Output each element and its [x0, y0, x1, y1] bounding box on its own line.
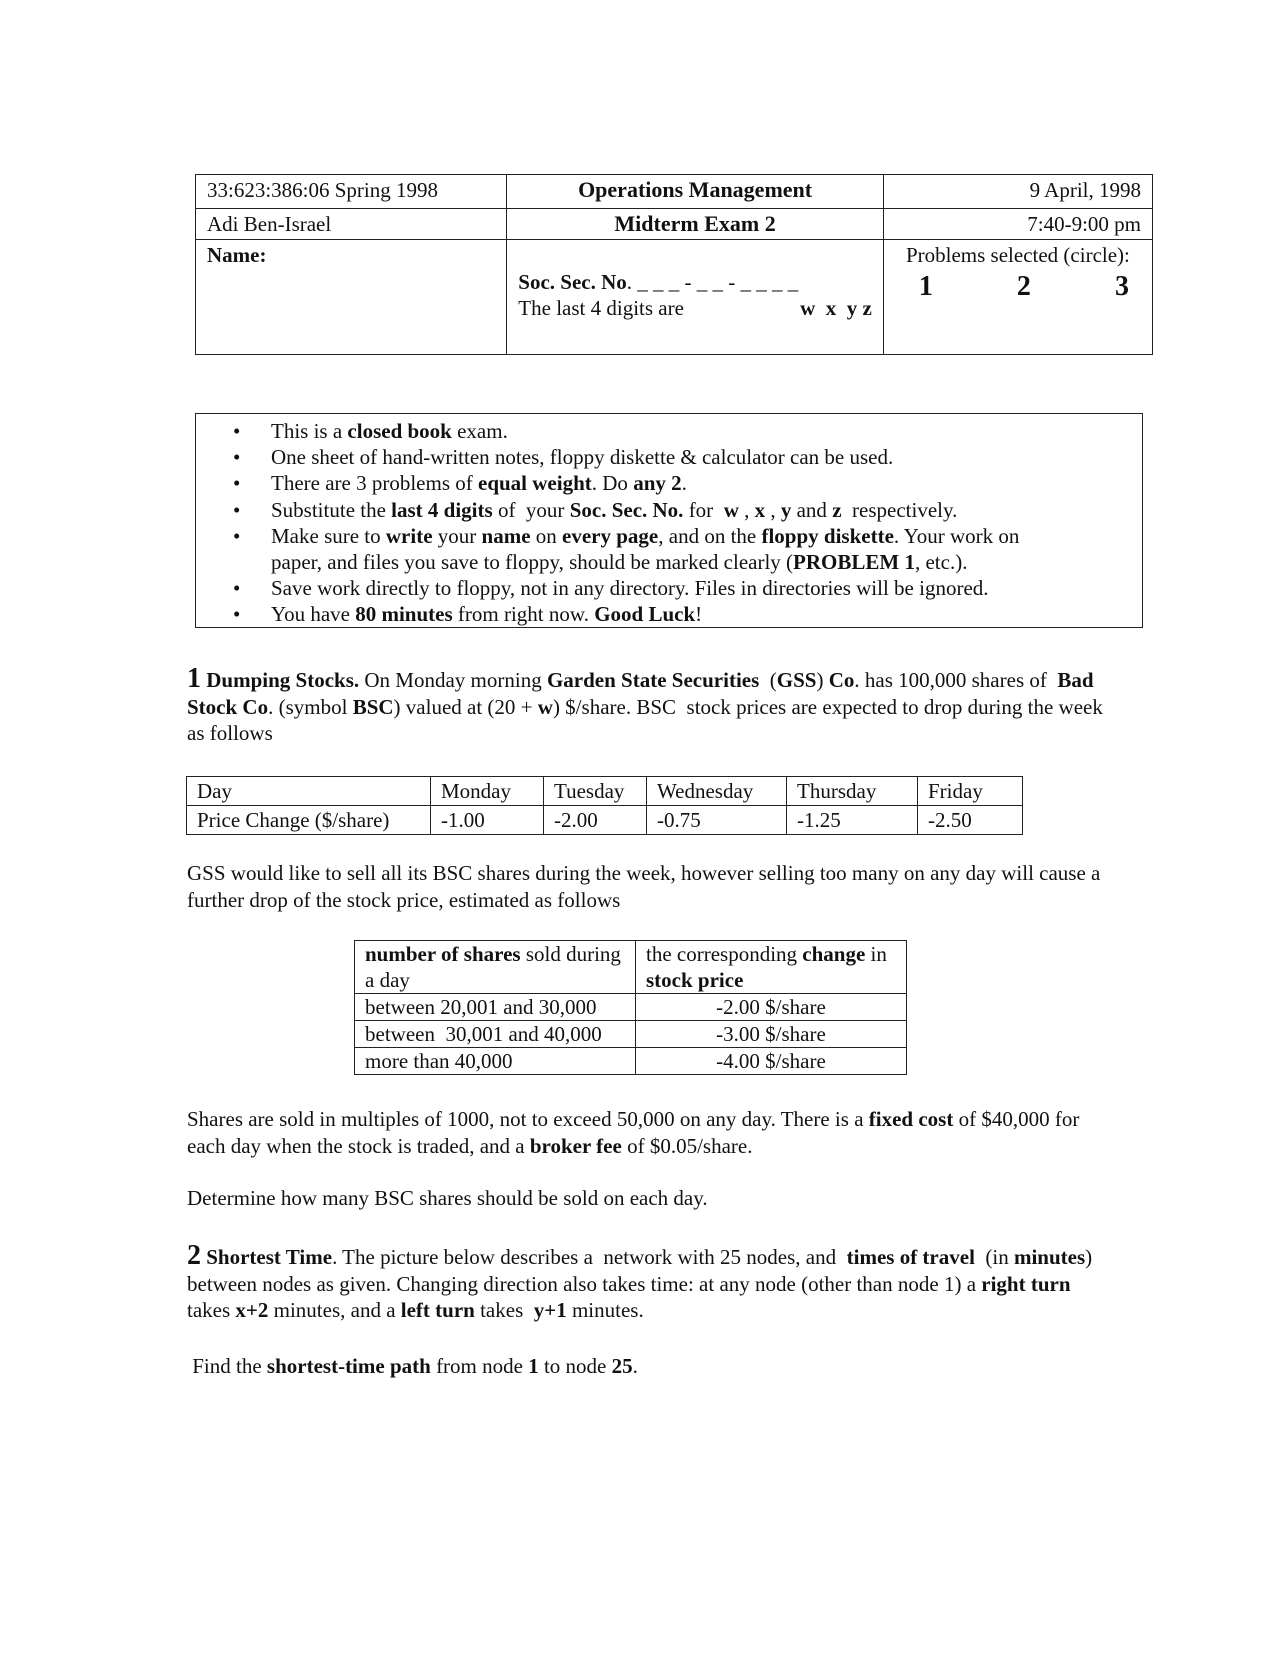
table-cell: Monday [431, 777, 544, 806]
table-cell: Thursday [787, 777, 918, 806]
problem2-question: Find the shortest-time path from node 1 to node 25. [187, 1354, 638, 1378]
exam-header-table [195, 174, 1153, 355]
instruction-item: • Make sure to write your name on every page, and on the floppy diskette. Your work on paper, and files you save to floppy, should be marked clearly (PROBLEM 1, etc.). [271, 523, 1071, 575]
ssn-label: Soc. Sec. No [518, 270, 627, 294]
table-cell: -1.00 [431, 806, 544, 835]
exam-cell [507, 209, 884, 240]
table-cell: Friday [918, 777, 1023, 806]
problems-label: Problems selected (circle): [905, 243, 1130, 267]
table-cell: -3.00 $/share [636, 1021, 907, 1048]
problem-choice-2[interactable]: 2 [1016, 271, 1031, 302]
ssn-cell[interactable] [507, 240, 884, 355]
table-row [355, 994, 907, 1021]
table-cell: -0.75 [647, 806, 787, 835]
problem2-number: 2 [187, 1240, 201, 1271]
name-cell[interactable] [196, 240, 507, 355]
table-row [355, 1048, 907, 1075]
instructions-box [195, 413, 1143, 628]
table-cell: Day [187, 777, 431, 806]
instruction-item: • There are 3 problems of equal weight. Do any 2. [271, 470, 1071, 496]
problem1-paragraph-3: Shares are sold in multiples of 1000, not to exceed 50,000 on any day. There is a fixed cost of $40,000 for each day when the stock is traded, and a broker fee of $0.05/share. [187, 1107, 1080, 1158]
table-row [355, 1021, 907, 1048]
exam-title: Midterm Exam 2 [614, 211, 776, 236]
instructor-cell [196, 209, 507, 240]
last4-label: The last 4 digits are [518, 296, 684, 320]
last4-vars: w x y z [800, 296, 872, 320]
table-cell: -2.00 [544, 806, 647, 835]
title-cell [507, 175, 884, 209]
name-label: Name: [207, 243, 267, 267]
instructions-list [196, 414, 1142, 628]
instruction-item: • You have 80 minutes from right now. Good Luck! [271, 601, 1071, 627]
table-header-cell: number of shares sold during a day [355, 941, 636, 994]
problem1-paragraph-2: GSS would like to sell all its BSC shares during the week, however selling too many on any day will cause a further drop of the stock price, estimated as follows [187, 861, 1101, 912]
course-cell [196, 175, 507, 209]
table-cell: between 20,001 and 30,000 [355, 994, 636, 1021]
instructor-name: Adi Ben-Israel [207, 212, 332, 236]
problem1-number: 1 [187, 663, 201, 694]
table-cell: -4.00 $/share [636, 1048, 907, 1075]
table-header-cell: the corresponding change in stock price [636, 941, 907, 994]
price-change-table [186, 776, 1023, 835]
problem1-question: Determine how many BSC shares should be sold on each day. [187, 1186, 708, 1210]
problem-choice-1[interactable]: 1 [918, 271, 933, 302]
course-title: Operations Management [578, 177, 813, 202]
instruction-item: • One sheet of hand-written notes, floppy diskette & calculator can be used. [271, 444, 1071, 470]
sales-impact-table [354, 940, 907, 1075]
table-row [187, 806, 1023, 835]
course-code: 33:623:386:06 Spring 1998 [207, 178, 439, 202]
table-cell: Price Change ($/share) [187, 806, 431, 835]
table-cell: -2.00 $/share [636, 994, 907, 1021]
problem-choice-3[interactable]: 3 [1114, 271, 1129, 302]
table-cell: Wednesday [647, 777, 787, 806]
time-cell [883, 209, 1152, 240]
instruction-item: • This is a closed book exam. [271, 418, 1071, 444]
ssn-blanks: . _ _ _ - _ _ - _ _ _ _ [626, 270, 799, 294]
exam-time: 7:40-9:00 pm [1027, 212, 1141, 236]
table-row [187, 777, 1023, 806]
problem-number-choices [895, 271, 1141, 302]
table-cell: -1.25 [787, 806, 918, 835]
problem1-title: Dumping Stocks. [206, 668, 360, 692]
problems-cell [883, 240, 1152, 355]
exam-date: 9 April, 1998 [1029, 178, 1141, 202]
problem2-intro: 2 Shortest Time. The picture below describes a network with 25 nodes, and times of travel (in minutes) between nodes as given. Changing direction also takes time: at any node (other than node 1) a right turn takes x+2 minutes, and a left turn takes y+1 minutes. [187, 1240, 1098, 1322]
problem1-intro: 1 Dumping Stocks. On Monday morning Garden State Securities (GSS) Co. has 100,000 shares of Bad Stock Co. (symbol BSC) valued at (20 + w) $/share. BSC stock prices are expected to drop during the week as follows [187, 663, 1109, 745]
ssn-line [518, 269, 872, 295]
last4-line [518, 295, 872, 321]
table-cell: more than 40,000 [355, 1048, 636, 1075]
table-cell: Tuesday [544, 777, 647, 806]
problem2-title: Shortest Time [206, 1245, 333, 1269]
table-cell: -2.50 [918, 806, 1023, 835]
instruction-item: • Save work directly to floppy, not in any directory. Files in directories will be ignored. [271, 575, 1071, 601]
table-cell: between 30,001 and 40,000 [355, 1021, 636, 1048]
table-row [355, 941, 907, 994]
date-cell [883, 175, 1152, 209]
instruction-item: • Substitute the last 4 digits of your Soc. Sec. No. for w , x , y and z respectively. [271, 497, 1071, 523]
